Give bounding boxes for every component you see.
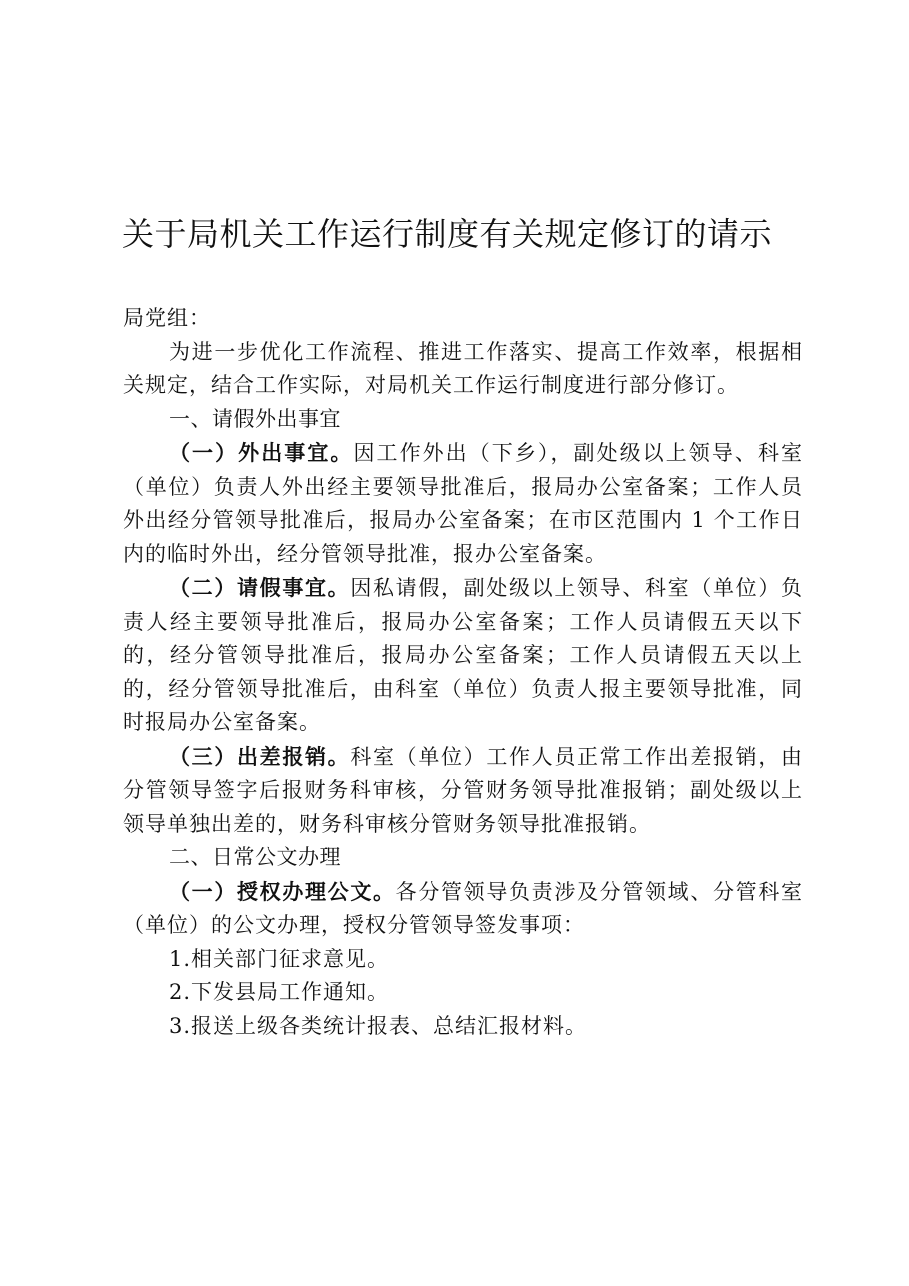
- list-item: 2.下发县局工作通知。: [169, 980, 390, 1004]
- section-paragraph: [123, 436, 803, 571]
- list-item: 3.报送上级各类统计报表、总结汇报材料。: [169, 1013, 588, 1038]
- section-heading: 一、请假外出事宜: [169, 406, 341, 431]
- paragraph-lead: （一）外出事宜。: [169, 440, 354, 465]
- document-title: 关于局机关工作运行制度有关规定修订的请示: [122, 215, 773, 253]
- paragraph-lead: （三）出差报销。: [169, 743, 351, 769]
- paragraph-text: 各分管领导负责涉及分管领域、分管科室（单位）的公文办理，授权分管领导签发事项：: [123, 879, 804, 937]
- list-item: 1.相关部门征求意见。: [169, 946, 390, 971]
- section-paragraph: [123, 740, 803, 842]
- section-paragraph: [123, 875, 803, 943]
- paragraph-lead: （一）授权办理公文。: [169, 878, 396, 904]
- paragraph-text: 科室（单位）工作人员正常工作出差报销，由分管领导签字后报财务科审核，分管财务领导批准报销；副处级以上领导单独出差的，财务科审核分管财务领导批准报销。: [123, 744, 804, 836]
- section-paragraph: [123, 571, 803, 740]
- salutation: 局党组：: [123, 306, 211, 330]
- paragraph-text: 因工作外出（下乡），副处级以上领导、科室（单位）负责人外出经主要领导批准后，报局办公室备案；工作人员外出经分管领导批准后，报局办公室备案；在市区范围内 1 个工作日内的临时外出，经分管领导批准，报办公室备案。: [123, 441, 804, 566]
- intro-paragraph: 为进一步优化工作流程、推进工作落实、提高工作效率，根据相关规定，结合工作实际，对局机关工作运行制度进行部分修订。: [123, 339, 803, 397]
- section-heading: 二、日常公文办理: [169, 845, 341, 869]
- paragraph-text: 因私请假，副处级以上领导、科室（单位）负责人经主要领导批准后，报局办公室备案；工作人员请假五天以下的，经分管领导批准后，报局办公室备案；工作人员请假五天以上的，经分管领导批准后，由科室（单位）负责人报主要领导批准，同时报局办公室备案。: [123, 576, 804, 734]
- document-body: [123, 302, 803, 1043]
- paragraph-lead: （二）请假事宜。: [169, 575, 351, 600]
